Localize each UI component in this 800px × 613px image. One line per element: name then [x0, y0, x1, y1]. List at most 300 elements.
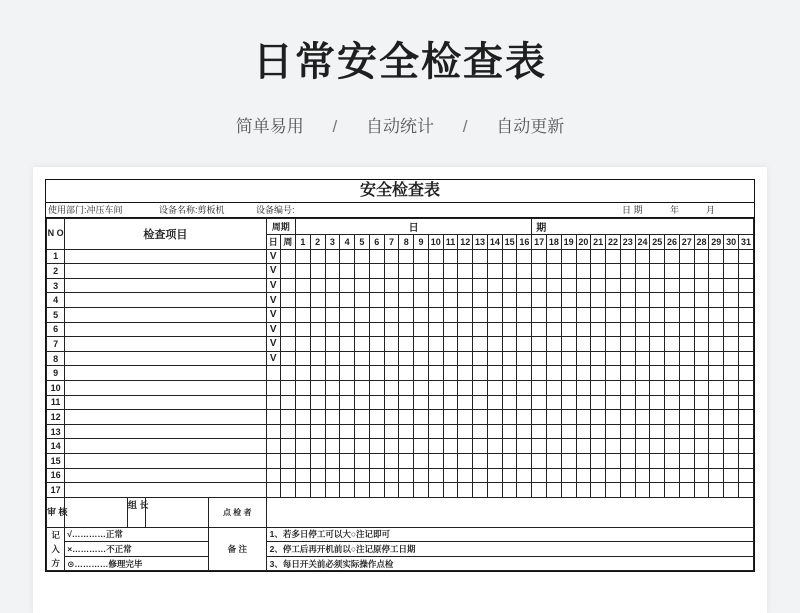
day-cell[interactable] — [443, 264, 458, 279]
day-cell[interactable] — [547, 439, 562, 454]
day-cell[interactable] — [473, 351, 488, 366]
day-cell[interactable] — [399, 337, 414, 352]
day-cell[interactable] — [487, 410, 502, 425]
day-cell[interactable] — [650, 483, 665, 498]
day-cell[interactable] — [635, 264, 650, 279]
day-cell[interactable] — [473, 249, 488, 264]
day-cell[interactable] — [310, 410, 325, 425]
day-cell[interactable] — [443, 351, 458, 366]
day-cell[interactable] — [650, 395, 665, 410]
day-cell[interactable] — [738, 351, 753, 366]
row-week-cell[interactable] — [280, 307, 295, 322]
day-cell[interactable] — [443, 424, 458, 439]
day-cell[interactable] — [709, 453, 724, 468]
day-cell[interactable] — [443, 249, 458, 264]
day-cell[interactable] — [532, 380, 547, 395]
day-cell[interactable] — [295, 439, 310, 454]
row-week-cell[interactable] — [280, 483, 295, 498]
day-cell[interactable] — [355, 278, 370, 293]
day-cell[interactable] — [443, 439, 458, 454]
day-cell[interactable] — [576, 439, 591, 454]
day-cell[interactable] — [694, 424, 709, 439]
day-cell[interactable] — [502, 307, 517, 322]
day-cell[interactable] — [399, 424, 414, 439]
day-cell[interactable] — [502, 483, 517, 498]
day-cell[interactable] — [606, 293, 621, 308]
day-cell[interactable] — [473, 453, 488, 468]
day-cell[interactable] — [591, 439, 606, 454]
day-cell[interactable] — [620, 278, 635, 293]
day-cell[interactable] — [325, 483, 340, 498]
day-cell[interactable] — [310, 380, 325, 395]
day-cell[interactable] — [369, 483, 384, 498]
day-cell[interactable] — [384, 453, 399, 468]
day-cell[interactable] — [591, 307, 606, 322]
day-cell[interactable] — [355, 249, 370, 264]
day-cell[interactable] — [399, 264, 414, 279]
day-cell[interactable] — [487, 424, 502, 439]
day-cell[interactable] — [443, 453, 458, 468]
day-cell[interactable] — [679, 453, 694, 468]
day-cell[interactable] — [399, 380, 414, 395]
day-cell[interactable] — [355, 351, 370, 366]
row-week-cell[interactable] — [280, 351, 295, 366]
day-cell[interactable] — [724, 366, 739, 381]
day-cell[interactable] — [473, 293, 488, 308]
day-cell[interactable] — [547, 322, 562, 337]
day-cell[interactable] — [502, 322, 517, 337]
day-cell[interactable] — [635, 366, 650, 381]
day-cell[interactable] — [561, 439, 576, 454]
day-cell[interactable] — [547, 468, 562, 483]
day-cell[interactable] — [399, 293, 414, 308]
day-cell[interactable] — [473, 483, 488, 498]
day-cell[interactable] — [325, 278, 340, 293]
day-cell[interactable] — [738, 249, 753, 264]
day-cell[interactable] — [606, 395, 621, 410]
day-cell[interactable] — [532, 395, 547, 410]
day-cell[interactable] — [561, 278, 576, 293]
day-cell[interactable] — [369, 410, 384, 425]
day-cell[interactable] — [547, 249, 562, 264]
day-cell[interactable] — [561, 307, 576, 322]
row-item-cell[interactable] — [65, 307, 266, 322]
day-cell[interactable] — [561, 424, 576, 439]
day-cell[interactable] — [428, 410, 443, 425]
day-cell[interactable] — [576, 424, 591, 439]
row-item-cell[interactable] — [65, 395, 266, 410]
day-cell[interactable] — [738, 322, 753, 337]
day-cell[interactable] — [384, 278, 399, 293]
day-cell[interactable] — [561, 351, 576, 366]
day-cell[interactable] — [665, 322, 680, 337]
day-cell[interactable] — [620, 366, 635, 381]
day-cell[interactable] — [487, 322, 502, 337]
day-cell[interactable] — [635, 395, 650, 410]
day-cell[interactable] — [665, 410, 680, 425]
day-cell[interactable] — [635, 337, 650, 352]
day-cell[interactable] — [679, 278, 694, 293]
day-cell[interactable] — [340, 307, 355, 322]
day-cell[interactable] — [414, 410, 429, 425]
day-cell[interactable] — [517, 278, 532, 293]
day-cell[interactable] — [295, 293, 310, 308]
day-cell[interactable] — [295, 366, 310, 381]
day-cell[interactable] — [532, 351, 547, 366]
day-cell[interactable] — [369, 424, 384, 439]
day-cell[interactable] — [576, 453, 591, 468]
day-cell[interactable] — [428, 439, 443, 454]
day-cell[interactable] — [295, 322, 310, 337]
day-cell[interactable] — [620, 293, 635, 308]
day-cell[interactable] — [532, 249, 547, 264]
day-cell[interactable] — [325, 322, 340, 337]
row-item-cell[interactable] — [65, 351, 266, 366]
row-item-cell[interactable] — [65, 424, 266, 439]
day-cell[interactable] — [694, 264, 709, 279]
day-cell[interactable] — [502, 337, 517, 352]
day-cell[interactable] — [709, 380, 724, 395]
day-cell[interactable] — [665, 439, 680, 454]
day-cell[interactable] — [591, 351, 606, 366]
day-cell[interactable] — [724, 264, 739, 279]
day-cell[interactable] — [547, 366, 562, 381]
row-week-cell[interactable] — [280, 249, 295, 264]
day-cell[interactable] — [325, 410, 340, 425]
day-cell[interactable] — [487, 249, 502, 264]
day-cell[interactable] — [738, 307, 753, 322]
day-cell[interactable] — [325, 395, 340, 410]
day-cell[interactable] — [502, 424, 517, 439]
day-cell[interactable] — [414, 424, 429, 439]
day-cell[interactable] — [340, 264, 355, 279]
day-cell[interactable] — [340, 410, 355, 425]
day-cell[interactable] — [355, 395, 370, 410]
day-cell[interactable] — [443, 366, 458, 381]
day-cell[interactable] — [709, 264, 724, 279]
day-cell[interactable] — [369, 439, 384, 454]
day-cell[interactable] — [369, 395, 384, 410]
day-cell[interactable] — [340, 278, 355, 293]
day-cell[interactable] — [310, 249, 325, 264]
day-cell[interactable] — [487, 483, 502, 498]
day-cell[interactable] — [576, 278, 591, 293]
day-cell[interactable] — [591, 278, 606, 293]
day-cell[interactable] — [709, 249, 724, 264]
day-cell[interactable] — [650, 439, 665, 454]
day-cell[interactable] — [665, 278, 680, 293]
day-cell[interactable] — [473, 439, 488, 454]
day-cell[interactable] — [340, 380, 355, 395]
day-cell[interactable] — [428, 380, 443, 395]
day-cell[interactable] — [295, 380, 310, 395]
day-cell[interactable] — [399, 351, 414, 366]
day-cell[interactable] — [738, 264, 753, 279]
day-cell[interactable] — [620, 380, 635, 395]
day-cell[interactable] — [665, 366, 680, 381]
day-cell[interactable] — [369, 249, 384, 264]
day-cell[interactable] — [650, 278, 665, 293]
row-item-cell[interactable] — [65, 453, 266, 468]
day-cell[interactable] — [295, 424, 310, 439]
day-cell[interactable] — [665, 307, 680, 322]
day-cell[interactable] — [650, 468, 665, 483]
day-cell[interactable] — [502, 249, 517, 264]
day-cell[interactable] — [355, 337, 370, 352]
day-cell[interactable] — [473, 278, 488, 293]
day-cell[interactable] — [340, 424, 355, 439]
day-cell[interactable] — [340, 468, 355, 483]
day-cell[interactable] — [709, 293, 724, 308]
day-cell[interactable] — [502, 380, 517, 395]
day-cell[interactable] — [517, 322, 532, 337]
day-cell[interactable] — [384, 351, 399, 366]
day-cell[interactable] — [355, 468, 370, 483]
day-cell[interactable] — [295, 307, 310, 322]
day-cell[interactable] — [694, 439, 709, 454]
day-cell[interactable] — [650, 366, 665, 381]
day-cell[interactable] — [650, 249, 665, 264]
day-cell[interactable] — [428, 278, 443, 293]
day-cell[interactable] — [606, 278, 621, 293]
day-cell[interactable] — [606, 424, 621, 439]
day-cell[interactable] — [738, 395, 753, 410]
day-cell[interactable] — [620, 264, 635, 279]
day-cell[interactable] — [724, 337, 739, 352]
day-cell[interactable] — [591, 264, 606, 279]
day-cell[interactable] — [635, 351, 650, 366]
day-cell[interactable] — [458, 293, 473, 308]
day-cell[interactable] — [606, 337, 621, 352]
day-cell[interactable] — [458, 322, 473, 337]
day-cell[interactable] — [414, 337, 429, 352]
day-cell[interactable] — [295, 395, 310, 410]
day-cell[interactable] — [591, 410, 606, 425]
day-cell[interactable] — [709, 322, 724, 337]
day-cell[interactable] — [547, 453, 562, 468]
day-cell[interactable] — [310, 453, 325, 468]
row-week-cell[interactable] — [280, 293, 295, 308]
day-cell[interactable] — [355, 307, 370, 322]
day-cell[interactable] — [340, 366, 355, 381]
day-cell[interactable] — [325, 439, 340, 454]
day-cell[interactable] — [443, 380, 458, 395]
row-week-cell[interactable] — [280, 395, 295, 410]
day-cell[interactable] — [414, 293, 429, 308]
day-cell[interactable] — [384, 249, 399, 264]
day-cell[interactable] — [738, 366, 753, 381]
day-cell[interactable] — [561, 337, 576, 352]
day-cell[interactable] — [310, 439, 325, 454]
day-cell[interactable] — [340, 483, 355, 498]
day-cell[interactable] — [502, 439, 517, 454]
day-cell[interactable] — [576, 380, 591, 395]
day-cell[interactable] — [369, 293, 384, 308]
day-cell[interactable] — [532, 264, 547, 279]
day-cell[interactable] — [679, 366, 694, 381]
day-cell[interactable] — [709, 337, 724, 352]
day-cell[interactable] — [473, 468, 488, 483]
audit-sign-cell[interactable] — [65, 497, 128, 527]
day-cell[interactable] — [561, 366, 576, 381]
day-cell[interactable] — [606, 380, 621, 395]
day-cell[interactable] — [502, 468, 517, 483]
day-cell[interactable] — [384, 483, 399, 498]
day-cell[interactable] — [384, 307, 399, 322]
day-cell[interactable] — [458, 468, 473, 483]
day-cell[interactable] — [650, 293, 665, 308]
day-cell[interactable] — [295, 264, 310, 279]
row-item-cell[interactable] — [65, 483, 266, 498]
day-cell[interactable] — [738, 439, 753, 454]
day-cell[interactable] — [487, 351, 502, 366]
day-cell[interactable] — [355, 439, 370, 454]
day-cell[interactable] — [709, 468, 724, 483]
day-cell[interactable] — [547, 293, 562, 308]
day-cell[interactable] — [325, 264, 340, 279]
day-cell[interactable] — [635, 410, 650, 425]
day-cell[interactable] — [679, 337, 694, 352]
day-cell[interactable] — [295, 337, 310, 352]
row-week-cell[interactable] — [280, 439, 295, 454]
day-cell[interactable] — [355, 424, 370, 439]
day-cell[interactable] — [414, 249, 429, 264]
day-cell[interactable] — [561, 322, 576, 337]
day-cell[interactable] — [325, 249, 340, 264]
day-cell[interactable] — [399, 395, 414, 410]
day-cell[interactable] — [620, 395, 635, 410]
day-cell[interactable] — [310, 322, 325, 337]
row-week-cell[interactable] — [280, 468, 295, 483]
day-cell[interactable] — [384, 424, 399, 439]
day-cell[interactable] — [724, 307, 739, 322]
day-cell[interactable] — [473, 322, 488, 337]
day-cell[interactable] — [473, 380, 488, 395]
day-cell[interactable] — [665, 351, 680, 366]
day-cell[interactable] — [502, 410, 517, 425]
day-cell[interactable] — [443, 278, 458, 293]
day-cell[interactable] — [738, 424, 753, 439]
day-cell[interactable] — [310, 395, 325, 410]
row-item-cell[interactable] — [65, 293, 266, 308]
day-cell[interactable] — [635, 468, 650, 483]
day-cell[interactable] — [679, 439, 694, 454]
day-cell[interactable] — [517, 264, 532, 279]
day-cell[interactable] — [340, 337, 355, 352]
day-cell[interactable] — [532, 483, 547, 498]
day-cell[interactable] — [576, 322, 591, 337]
day-cell[interactable] — [709, 351, 724, 366]
day-cell[interactable] — [517, 351, 532, 366]
day-cell[interactable] — [606, 249, 621, 264]
day-cell[interactable] — [694, 483, 709, 498]
day-cell[interactable] — [487, 293, 502, 308]
day-cell[interactable] — [369, 337, 384, 352]
day-cell[interactable] — [310, 264, 325, 279]
day-cell[interactable] — [606, 264, 621, 279]
day-cell[interactable] — [547, 380, 562, 395]
day-cell[interactable] — [295, 249, 310, 264]
day-cell[interactable] — [709, 366, 724, 381]
day-cell[interactable] — [650, 351, 665, 366]
day-cell[interactable] — [310, 468, 325, 483]
day-cell[interactable] — [414, 395, 429, 410]
day-cell[interactable] — [576, 410, 591, 425]
day-cell[interactable] — [665, 264, 680, 279]
day-cell[interactable] — [547, 337, 562, 352]
day-cell[interactable] — [547, 424, 562, 439]
row-item-cell[interactable] — [65, 366, 266, 381]
day-cell[interactable] — [517, 453, 532, 468]
day-cell[interactable] — [369, 322, 384, 337]
day-cell[interactable] — [428, 264, 443, 279]
day-cell[interactable] — [473, 424, 488, 439]
day-cell[interactable] — [487, 439, 502, 454]
day-cell[interactable] — [532, 439, 547, 454]
day-cell[interactable] — [384, 410, 399, 425]
day-cell[interactable] — [679, 322, 694, 337]
day-cell[interactable] — [443, 293, 458, 308]
day-cell[interactable] — [694, 366, 709, 381]
day-cell[interactable] — [414, 307, 429, 322]
day-cell[interactable] — [340, 395, 355, 410]
day-cell[interactable] — [724, 322, 739, 337]
day-cell[interactable] — [473, 366, 488, 381]
day-cell[interactable] — [724, 395, 739, 410]
day-cell[interactable] — [532, 366, 547, 381]
day-cell[interactable] — [665, 424, 680, 439]
day-cell[interactable] — [340, 249, 355, 264]
day-cell[interactable] — [679, 483, 694, 498]
day-cell[interactable] — [738, 468, 753, 483]
day-cell[interactable] — [325, 424, 340, 439]
day-cell[interactable] — [547, 410, 562, 425]
day-cell[interactable] — [458, 278, 473, 293]
row-week-cell[interactable] — [280, 366, 295, 381]
day-cell[interactable] — [428, 249, 443, 264]
day-cell[interactable] — [591, 395, 606, 410]
day-cell[interactable] — [650, 337, 665, 352]
day-cell[interactable] — [694, 322, 709, 337]
day-cell[interactable] — [606, 453, 621, 468]
day-cell[interactable] — [620, 468, 635, 483]
day-cell[interactable] — [414, 380, 429, 395]
day-cell[interactable] — [650, 307, 665, 322]
day-cell[interactable] — [694, 395, 709, 410]
day-cell[interactable] — [325, 307, 340, 322]
day-cell[interactable] — [428, 483, 443, 498]
day-cell[interactable] — [384, 366, 399, 381]
day-cell[interactable] — [738, 293, 753, 308]
day-cell[interactable] — [532, 307, 547, 322]
day-cell[interactable] — [517, 249, 532, 264]
day-cell[interactable] — [428, 337, 443, 352]
day-cell[interactable] — [576, 249, 591, 264]
day-cell[interactable] — [517, 468, 532, 483]
day-cell[interactable] — [606, 410, 621, 425]
day-cell[interactable] — [561, 249, 576, 264]
day-cell[interactable] — [502, 351, 517, 366]
day-cell[interactable] — [487, 264, 502, 279]
day-cell[interactable] — [650, 264, 665, 279]
day-cell[interactable] — [487, 395, 502, 410]
day-cell[interactable] — [428, 395, 443, 410]
day-cell[interactable] — [635, 483, 650, 498]
day-cell[interactable] — [340, 293, 355, 308]
day-cell[interactable] — [635, 307, 650, 322]
row-week-cell[interactable] — [280, 322, 295, 337]
day-cell[interactable] — [620, 337, 635, 352]
